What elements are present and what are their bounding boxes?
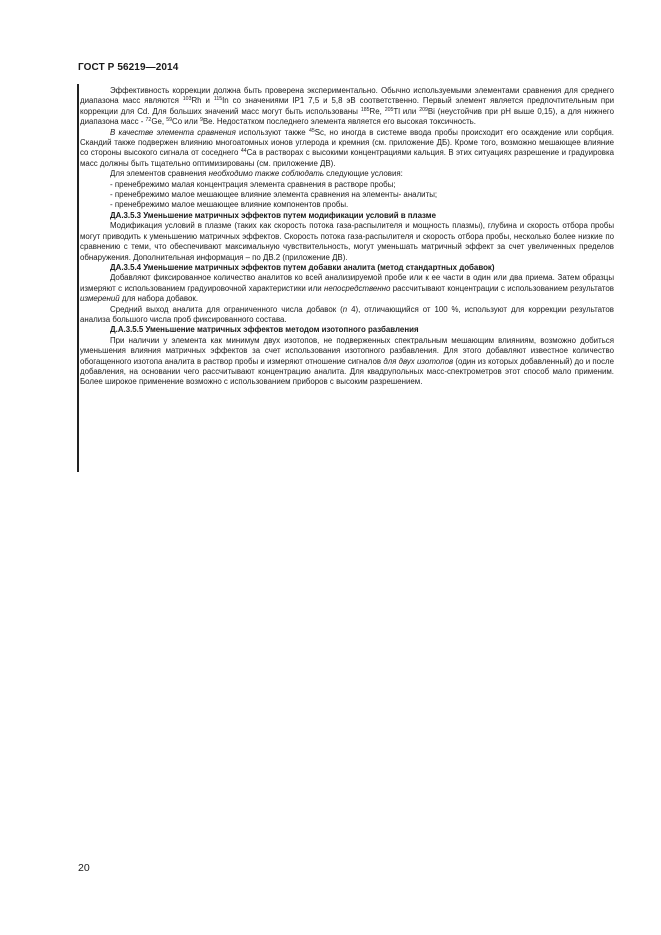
paragraph: Эффективность коррекции должна быть проверена экспериментально. Обычно используемыми элементами сравнения для среднего диапазона масс являются $^{103}$Rh и $^{115}$In со значениями IP1 7,5 и 5,8 эВ соответственно. Первый элемент является предпочтительным при коррекции для Cd. Для больших значений масс могут быть использованы $^{185}$Re, $^{205}$Tl или $^{209}$Bi (неустойчив при pH выше 0,15), а для нижнего диапазона масс - $^{72}$Ge, $^{59}$Co или $^9$Be. Недостатком последнего элемента является его высокая токсичность. <box>80 86 614 127</box>
section-heading: ДА.3.5.4 Уменьшение матричных эффектов путем добавки аналита (метод стандартных добавок) <box>110 262 495 272</box>
page-number: 20 <box>78 862 90 874</box>
paragraph: При наличии у элемента как минимум двух изотопов, не подверженных спектральным мешающим влияниям, возможно добиться уменьшения влияния матричных эффектов за счет использования изотопного разбавления. Для этого добавляют известное количество обогащенного изотопа аналита в раствор пробы и измеряют отношение сигналов для двух изотопов (один из которых добавленный) до и после добавления, на основании чего рассчитывают концентрацию аналита. Для квадрупольных масс-спектрометров этот способ мало применим. Более широкое применение возможно с использованием приборов с высоким разрешением. <box>80 335 615 387</box>
section-heading: ДА.3.5.3 Уменьшение матричных эффектов путем модификации условий в плазме <box>110 210 437 220</box>
paragraph: Модификация условий в плазме (таких как скорость потока газа-распылителя и мощность плазмы), глубина и скорость отбора пробы могут приводить к уменьшению матричных эффектов. Скорость потока газа-распылителя и скорость отбора пробы, несколько более низкие по сравнению с теми, что обеспечивают максимальную чувствительность, могут уменьшать матричный эффект за счет увеличенных пределов обнаружения. Дополнительная информация – по ДВ.2 (приложение ДВ). <box>80 221 614 262</box>
paragraph: В качестве элемента сравнения используют также $^{45}$Sc, но иногда в системе ввода пробы происходит его осаждение или сорбция. Скандий также подвержен влиянию многоатомных ионов углерода и кремния (см. приложение ДБ). Кроме того, возможно мешающее влияние со стороны высокого сигнала от соседнего $^{44}$Ca в растворах с высокими концентрациями кальция. В этих ситуациях разрешение и градуировка масс должны быть тщательно оптимизированы (см. приложение ДВ). <box>80 127 615 168</box>
document-body <box>80 86 614 388</box>
list-item: - пренебрежимо малая концентрация элемента сравнения в растворе пробы; <box>110 179 396 189</box>
document-header: ГОСТ Р 56219—2014 <box>78 62 179 73</box>
list-item: - пренебрежимо малое мешающее влияние компонентов пробы. <box>110 200 349 210</box>
change-bar <box>77 84 79 472</box>
list-item: - пренебрежимо малое мешающее влияние элемента сравнения на элементы- аналиты; <box>110 190 438 200</box>
paragraph: Для элементов сравнения необходимо также соблюдать следующие условия: <box>110 169 403 179</box>
paragraph: Средний выход аналита для ограниченного числа добавок (n 4), отличающийся от 100 %, используют для коррекции результатов анализа большого числа проб фиксированного состава. <box>80 304 614 324</box>
section-heading: Д.А.3.5.5 Уменьшение матричных эффектов методом изотопного разбавления <box>110 325 419 335</box>
paragraph: Добавляют фиксированное количество аналитов ко всей анализируемой пробе или к ее части в один или два приема. Затем образцы измеряют с использованием градуировочной характеристики или непосредственно рассчитывают концентрации с использованием результатов измерений для набора добавок. <box>80 273 614 304</box>
